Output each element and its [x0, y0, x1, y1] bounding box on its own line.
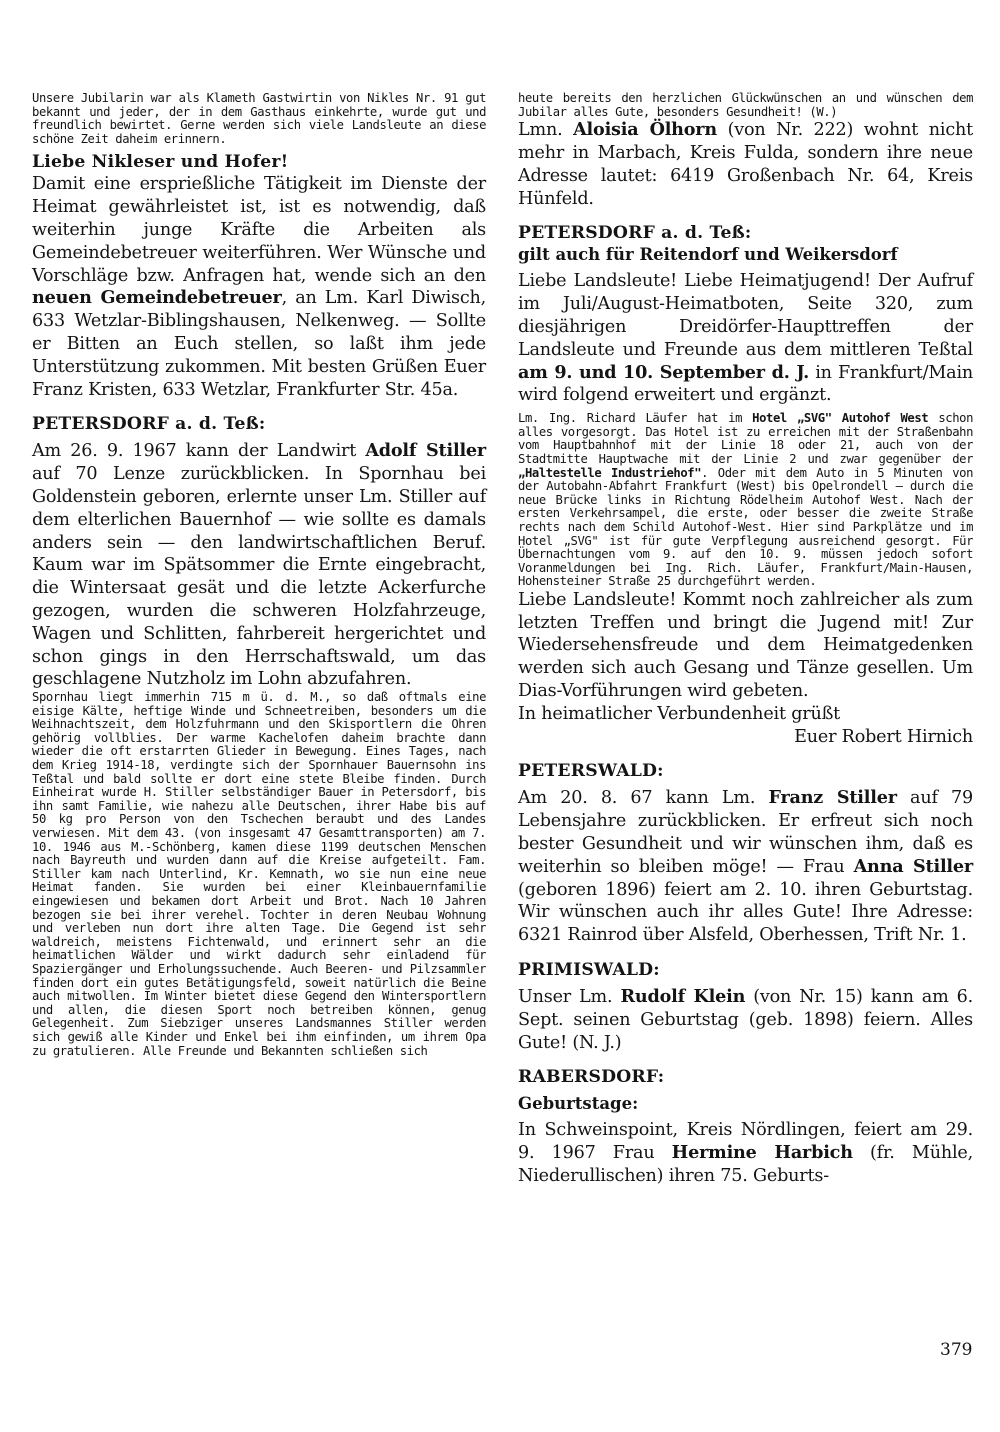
right-column — [518, 92, 973, 1188]
rabersdorf-paragraph: In Schweinspoint, Kreis Nördlingen, feiert am 29. 9. 1967 Frau Hermine Harbich (fr. Mühle, Niederullischen) ihren 75. Geburts- — [518, 1120, 973, 1187]
page-number: 379 — [940, 1340, 973, 1360]
primiswald-paragraph: Unser Lm. Rudolf Klein (von Nr. 15) kann am 6. Sept. seinen Geburtstag (geb. 1898) feiern. Alles Gute! (N. J.) — [518, 986, 974, 1053]
kommt-paragraph: Liebe Landsleute! Kommt noch zahlreicher als zum letzten Treffen und bringt die Jugend mit! Zur Wiedersehensfreude und dem Heimatgedenken werden sich auch Gesang und Tänze gesellen. Um Dias-Vorführungen wird gebeten. — [518, 589, 973, 702]
greeting-line: In heimatlicher Verbundenheit grüßt — [518, 703, 841, 724]
peterswald-paragraph: Am 20. 8. 67 kann Lm. Franz Stiller auf 79 Lebensjahre zurückblicken. Er erfreut sich noch bester Gesundheit und wir wünschen ihm, daß es weiterhin so bleiben möge! — Frau Anna Stiller (geboren 1896) feiert am 2. 10. ihren Geburtstag. Wir wünschen auch ihr alles Gute! Ihre Adresse: 6321 Rainrod über Alsfeld, Oberhessen, Trift Nr. 1. — [518, 787, 973, 946]
heading-primiswald: PRIMISWALD: — [518, 960, 660, 981]
heading-peterswald: PETERSWALD: — [518, 761, 664, 782]
aufruf-paragraph: Liebe Landsleute! Liebe Heimatjugend! Der Aufruf im Juli/August-Heimatboten, Seite 320, zum diesjährigen Dreidörfer-Haupttreffen der Landsleute und Freunde aus dem mittleren Teßtal am 9. und 10. September d. J. in Frankfurt/Main wird folgend erweitert und ergänzt. — [518, 271, 973, 406]
nikleser-paragraph: Damit eine ersprießliche Tätigkeit im Dienste der Heimat gewährleistet ist, ist es notwendig, daß weiterhin junge Kräfte die Arbeiten als Gemeindebetreuer weiterführen. Wer Wünsche und Vorschläge bzw. Anfragen hat, wende sich an den neuen Gemeindebetreuer, an Lm. Karl Diwisch, 633 Wetzlar-Biblingshausen, Nelkenweg. — Sollte er Bitten an Euch stellen, so laßt ihm jede Unterstützung zukommen. Mit besten Grüßen Euer Franz Kristen, 633 Wetzlar, Frankfurter Str. 45a. — [32, 174, 487, 400]
subheading-reitendorf: gilt auch für Reitendorf und Weikersdorf — [518, 245, 898, 265]
heading-petersdorf: PETERSDORF a. d. Teß: — [32, 414, 266, 435]
continued-paragraph: heute bereits den herzlichen Glückwünschen an und wünschen dem Jubilar alles Gute, besonders Gesundheit! (W.) — [518, 91, 973, 119]
heading-rabersdorf: RABERSDORF: — [518, 1067, 665, 1088]
left-column — [32, 92, 486, 1058]
hotel-paragraph: Lm. Ing. Richard Läufer hat im Hotel „SVG" Autohof West schon alles vorgesorgt. Das Hotel ist zu erreichen mit der Straßenbahn vom Hauptbahnhof mit der Linie 18 oder 21, auch von der Stadtmitte Hauptwache mit der Linie 2 und zwar gegenüber der „Haltestelle Industriehof". Oder mit dem Auto in 5 Minuten von der Autobahn-Abfahrt Frankfurt (West) bis Opelrondell — durch die neue Brücke links in Richtung Rödelheim Autohof West. Nach der ersten Verkehrsampel, die erste, oder besser die zweite Straße rechts nach dem Schild Autohof-West. Hier sind Parkplätze und im Hotel „SVG" ist für gute Verpflegung ausreichend gesorgt. Für Übernachtungen vom 9. auf den 10. 9. müssen jedoch sofort Voranmeldungen bei Ing. Rich. Läufer, Frankfurt/Main-Hausen, Hohensteiner Straße 25 durchgeführt werden. — [518, 411, 974, 589]
spornhau-paragraph: Spornhau liegt immerhin 715 m ü. d. M., so daß oftmals eine eisige Kälte, heftige Winde und Schneetreiben, besonders um die Weihnachtszeit, dem Holzfuhrmann und den Skisportlern die Ohren gehörig vollblies. Der warme Kachelofen daheim brachte dann wieder die oft erstarrten Glieder in Bewegung. Eines Tages, nach dem Krieg 1914-18, verdingte sich der Spornhauer Bauernsohn ins Teßtal und bald sollte er dort eine stete Bleibe finden. Durch Einheirat wurde H. Stiller selbständiger Bauer in Petersdorf, bis ihn samt Familie, wie nahezu alle Deutschen, ihrer Habe bis auf 50 kg pro Person von den Tschechen beraubt und des Landes verwiesen. Mit dem 43. (von insgesamt 47 Gesamttransporten) am 7. 10. 1946 aus M.-Schönberg, kamen diese 1199 deutschen Menschen nach Bayreuth und wurden dann auf die Kreise aufgeteilt. Fam. Stiller kam nach Unterlind, Kr. Kemnath, wo sie nun eine neue Heimat fanden. Sie wurden bei einer Kleinbauernfamilie eingewiesen und bekamen dort Arbeit und Brot. Nach 10 Jahren bezogen sie bei ihrer verehel. Tochter in deren Neubau Wohnung und verleben nun dort ihre alten Tage. Die Gegend ist sehr waldreich, meistens Fichtenwald, und erinnert sehr an die heimatlichen Wälder und wirkt dadurch sehr einladend für Spaziergänger und Erholungssuchende. Auch Beeren- und Pilzsammler finden dort ein gutes Betätigungsfeld, soweit natürlich die Beine auch mitwollen. Im Winter bietet diese Gegend den Wintersportlern und allen, die diesen Sport noch betreiben können, genug Gelegenheit. Zum Siebziger unseres Landsmannes Stiller werden sich gewiß alle Kinder und Enkel bei ihm einfinden, um ihrem Opa zu gratulieren. Alle Freunde und Bekannten schließen sich — [32, 690, 486, 1058]
intro-paragraph: Unsere Jubilarin war als Klameth Gastwirtin von Nikles Nr. 91 gut bekannt und jeder, der in dem Gasthaus einkehrte, wurde gut und freundlich bewirtet. Gerne werden sich viele Landsleute an diese schöne Zeit daheim erinnern. — [32, 91, 486, 146]
stiller-paragraph: Am 26. 9. 1967 kann der Landwirt Adolf Stiller auf 70 Lenze zurückblicken. In Spornhau bei Goldenstein geboren, erlernte unser Lm. Stiller auf dem elterlichen Bauernhof — wie sollte es damals anders sein — den landwirtschaftlichen Beruf. Kaum war im Spätsommer die Ernte eingebracht, die Wintersaat gesät und die letzte Ackerfurche gezogen, wurden die schweren Holzfahrzeuge, Wagen und Schlitten, fahrbereit hergerichtet und schon gings in den Herrschaftswald, um das geschlagene Nutzholz im Lohn abzufahren. — [32, 440, 486, 690]
heading-nikleser: Liebe Nikleser und Hofer! — [32, 152, 289, 173]
signature-line: Euer Robert Hirnich — [794, 726, 973, 747]
oelhorn-paragraph: Lmn. Aloisia Ölhorn (von Nr. 222) wohnt nicht mehr in Marbach, Kreis Fulda, sondern ihre neue Adresse lautet: 6419 Großenbach Nr. 64, Kreis Hünfeld. — [518, 119, 973, 209]
subheading-geburtstage: Geburtstage: — [518, 1094, 639, 1114]
heading-petersdorf-2: PETERSDORF a. d. Teß: — [518, 223, 752, 244]
